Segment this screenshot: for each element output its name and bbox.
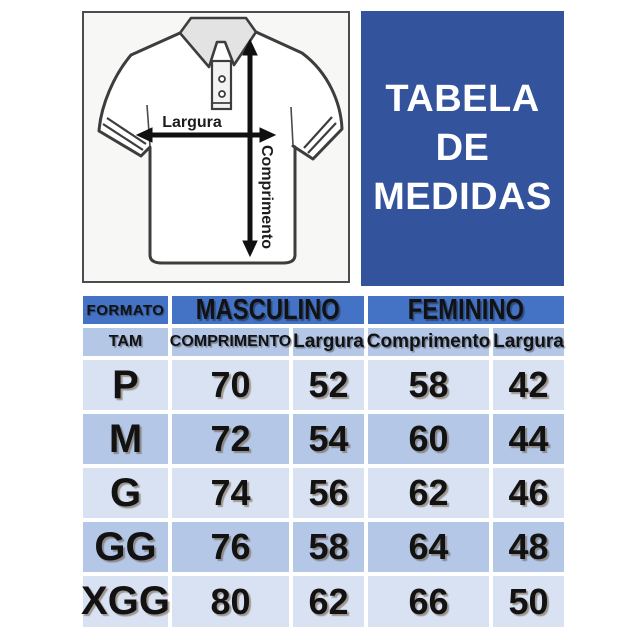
- sub-header-masc-comprimento: COMPRIMENTO: [172, 328, 289, 356]
- value-cell: 52: [293, 360, 364, 410]
- value-cell: 50: [493, 576, 564, 627]
- value-cell: 62: [293, 576, 364, 627]
- group-header-feminino-label: FEMININO: [407, 293, 525, 326]
- value-cell: 46: [493, 468, 564, 518]
- value-cell: 44: [493, 414, 564, 464]
- value-cell: 60: [368, 414, 489, 464]
- value-cell: 74: [172, 468, 289, 518]
- value-cell: 70: [172, 360, 289, 410]
- sub-header-tam: TAM: [83, 328, 168, 356]
- sub-header-masc-largura: Largura: [293, 328, 364, 356]
- placket: [212, 61, 231, 109]
- value-cell: 72: [172, 414, 289, 464]
- value-cell: 54: [293, 414, 364, 464]
- width-arrow-label: Largura: [162, 114, 222, 131]
- button-top: [219, 76, 225, 82]
- value-cell: 56: [293, 468, 364, 518]
- shirt-measure-diagram: [82, 11, 350, 283]
- value-cell: 48: [493, 522, 564, 572]
- group-header-masculino-label: MASCULINO: [195, 293, 340, 326]
- value-cell: 58: [368, 360, 489, 410]
- banner-line2: MEDIDAS: [373, 176, 552, 218]
- sub-header-fem-largura: Largura: [493, 328, 564, 356]
- size-cell: P: [83, 360, 168, 410]
- polo-shirt-illustration: [84, 13, 348, 281]
- length-arrow-label: Comprimento: [258, 145, 275, 249]
- value-cell: 62: [368, 468, 489, 518]
- value-cell: 66: [368, 576, 489, 627]
- group-header-masculino: [172, 293, 364, 326]
- value-cell: 64: [368, 522, 489, 572]
- group-header-feminino: [368, 293, 564, 326]
- size-cell: M: [83, 414, 168, 464]
- value-cell: 42: [493, 360, 564, 410]
- title-banner: [361, 11, 564, 286]
- banner-line1: TABELA DE: [385, 78, 540, 169]
- value-cell: 58: [293, 522, 364, 572]
- value-cell: 76: [172, 522, 289, 572]
- size-cell: G: [83, 468, 168, 518]
- sub-header-fem-comprimento: Comprimento: [368, 328, 489, 356]
- button-bottom: [219, 91, 225, 97]
- size-cell: GG: [83, 522, 168, 572]
- measurements-table: [81, 293, 564, 627]
- value-cell: 80: [172, 576, 289, 627]
- size-cell: XGG: [83, 576, 168, 627]
- corner-header-formato: FORMATO: [83, 296, 168, 324]
